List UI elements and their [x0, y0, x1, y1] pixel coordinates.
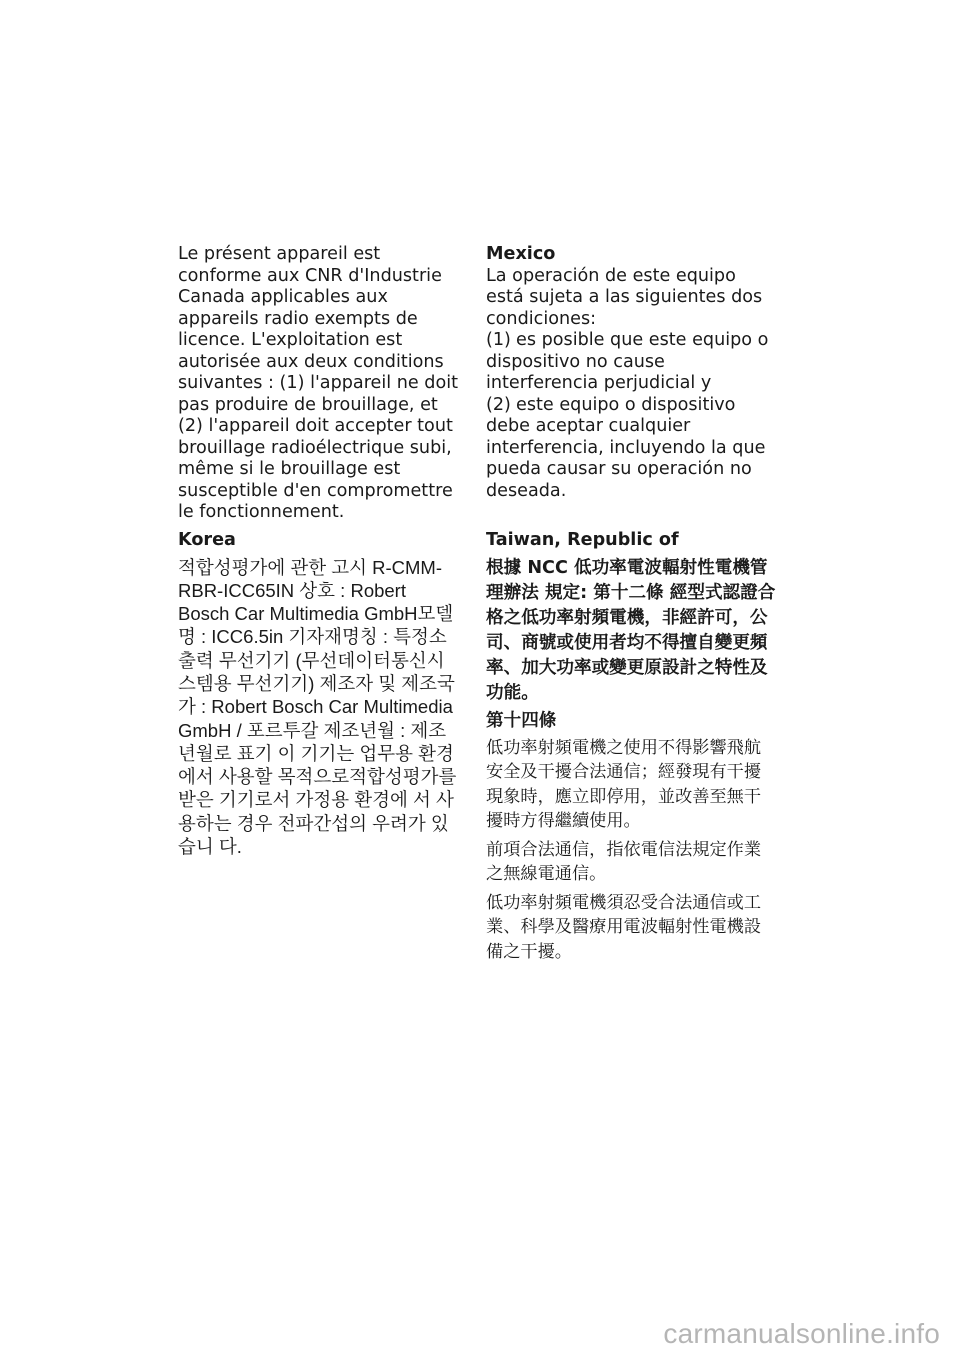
mexico-heading: Mexico	[486, 244, 556, 264]
canada-section	[178, 244, 468, 524]
taiwan-article-14-heading: 第十四條	[486, 710, 557, 731]
mexico-section	[486, 244, 776, 502]
mexico-condition-2	[486, 395, 776, 503]
taiwan-section	[486, 530, 776, 964]
korea-notice-text: 적합성평가에 관한 고시 R-CMM-RBR-ICC65IN 상호 : Robert Bosch Car Multimedia GmbH모델명 : ICC6.5in 기자재명칭 : 특정소출력 무선기기 (무선데이터통신시스템용 무선기기) 제조자 및 제조국가 : Robert Bosch Car Multimedia GmbH / 포르투갈 제조년월 : 제조년월로 표기 이 기기는 업무용 환경에서 사용할 목적으로적합성평가를 받은 기기로서 가정용 환경에 서 사용하는 경우 전파간섭의 우려가 있습니 다.	[178, 556, 457, 858]
mexico-intro-text: La operación de este equipo está sujeta a las siguientes dos condiciones:	[486, 265, 763, 329]
condition-text: es posible que este equipo o dispositivo no cause interferencia perjudicial y	[486, 330, 769, 393]
taiwan-article-14-para-1: 低功率射頻電機之使用不得影響飛航安全及干擾合法通信；經發現有干擾現象時，應立即停用，並改善至無干擾時方得繼續使用。	[486, 737, 762, 831]
korea-heading: Korea	[178, 530, 236, 550]
condition-text: este equipo o dispositivo debe aceptar cualquier interferencia, incluyendo la que pueda causar su operación no deseada.	[486, 394, 766, 501]
watermark-text: carmanualsonline.info	[663, 1318, 940, 1349]
taiwan-article-14-para-2: 前項合法通信，指依電信法規定作業之無線電通信。	[486, 839, 762, 884]
condition-number: (2)	[486, 394, 511, 415]
taiwan-article-14-para-3: 低功率射頻電機須忍受合法通信或工業、科學及醫療用電波輻射性電機設備之干擾。	[486, 892, 762, 962]
condition-number: (1)	[486, 330, 511, 350]
taiwan-heading: Taiwan, Republic of	[486, 530, 679, 550]
taiwan-article-12-text: 根據 NCC 低功率電波輻射性電機管理辦法 規定: 第十二條 經型式認證合格之低功率射頻電機，非經許可，公司、商號或使用者均不得擅自變更頻率、加大功率或變更原設計之特性及功能。	[486, 557, 776, 703]
canada-notice-text: Le présent appareil est conforme aux CNR d'Industrie Canada applicables aux appareils radio exempts de licence. L'exploitation est autorisée aux deux conditions suivantes : (1) l'appareil ne doit pas produire de brouillage, et (2) l'appareil doit accepter tout brouillage radioélectrique subi, même si le brouillage est susceptible d'en compromettre le fonctionnement.	[178, 244, 459, 522]
korea-section	[178, 530, 458, 858]
mexico-condition-1	[486, 330, 776, 395]
